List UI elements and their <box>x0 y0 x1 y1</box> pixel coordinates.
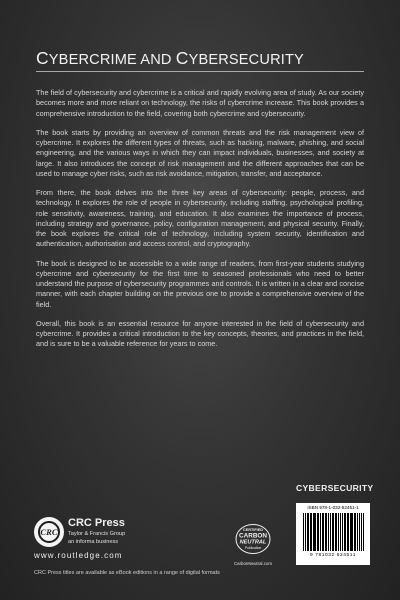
barcode-bar <box>355 513 356 551</box>
carbon-neutral-logo-icon <box>234 522 272 556</box>
barcode-bar <box>303 513 304 551</box>
cn-carbon: CARBON <box>238 532 268 540</box>
barcode-bar <box>336 513 337 551</box>
barcode-bar <box>314 513 315 551</box>
barcode-bar <box>320 513 321 551</box>
subject-category: CYBERSECURITY <box>296 483 374 493</box>
barcode-bar <box>332 513 334 551</box>
barcode-bar <box>335 513 336 551</box>
blurb <box>36 88 364 359</box>
cn-publication: Publication <box>244 546 262 550</box>
title-initial-2: C <box>175 48 189 68</box>
publisher-website: www.routledge.com <box>34 551 123 560</box>
blurb-paragraph: From there, the book delves into the three key areas of cybersecurity: people, process, and technology. It explores the role of people in cybersecurity, including staffing, psychological profiling, role sensitivity, awareness, training, and education. It also examines the importance of process, including strategy and governance, policy, configuration management, and physical security. Finally, the book explores the critical role of technology, including system security, identification and authentication, authorisation and access control, and cryptography. <box>36 187 364 249</box>
barcode-bar <box>363 513 364 551</box>
barcode-bar <box>317 513 318 551</box>
barcode-bar <box>322 513 324 551</box>
carbon-neutral-url: CarbonNeutral.com <box>233 561 273 566</box>
barcode-number: 9 781032 524511 <box>310 553 356 558</box>
isbn-label: ISBN 978-1-032-52451-1 <box>307 505 359 510</box>
barcode-bar <box>310 513 312 551</box>
cn-certified: CERTIFIED <box>242 528 264 532</box>
barcode-bar <box>318 513 319 551</box>
barcode-bar <box>357 513 358 551</box>
barcode-bar <box>342 513 343 551</box>
barcode-bar <box>347 513 349 551</box>
cn-neutral: NEUTRAL <box>239 539 267 546</box>
barcode-bar <box>345 513 346 551</box>
barcode-bar <box>354 513 355 551</box>
barcode-bar <box>359 513 360 551</box>
barcode-bar <box>305 513 306 551</box>
blurb-paragraph: The book starts by providing an overview of common threats and the risk management view of cybercrime. It explores the different types of threats, such as hacking, malware, phishing, and social engineering, and the various ways in which they can impact individuals, businesses, and society at large. It also introduces the concept of risk management and the different approaches that can be used to manage cyber risks, such as risk avoidance, mitigation, transfer, and acceptance. <box>36 127 364 178</box>
ebook-footnote: CRC Press titles are available as eBook editions in a range of digital formats <box>34 570 220 576</box>
barcode <box>296 503 370 565</box>
blurb-paragraph: The field of cybersecurity and cybercrime is a critical and rapidly evolving area of study. As our society becomes more and more reliant on technology, the risks of cybercrime increase. This book provides a comprehensive introduction to the field, covering both cybercrime and cybersecurity. <box>36 88 364 118</box>
barcode-bar <box>307 513 308 551</box>
publisher-group: Taylor & Francis Group <box>68 531 126 537</box>
title-divider <box>36 71 364 72</box>
barcode-bar <box>330 513 331 551</box>
barcode-bar <box>308 513 309 551</box>
barcode-bar <box>328 513 329 551</box>
barcode-bar <box>338 513 339 551</box>
crc-logo-text: CRC <box>40 527 58 537</box>
barcode-bar <box>313 513 314 551</box>
barcode-bar <box>325 513 326 551</box>
title-rest-2: YBERSECURITY <box>188 52 304 68</box>
barcode-bar <box>350 513 351 551</box>
crc-logo-icon <box>34 517 64 547</box>
publisher-name: CRC Press <box>68 517 125 529</box>
publisher-tagline: an informa business <box>68 539 119 545</box>
barcode-bar <box>361 513 363 551</box>
book-title <box>36 48 366 69</box>
barcode-bar <box>340 513 341 551</box>
barcode-bar <box>344 513 345 551</box>
barcode-bar <box>351 513 352 551</box>
title-initial-1: C <box>36 48 49 68</box>
title-rest-1: YBERCRIME AND <box>48 52 176 68</box>
blurb-paragraph: The book is designed to be accessible to a wide range of readers, from first-year students studying cybercrime and cybersecurity for the first time to seasoned professionals who need to better understand the purpose of cybersecurity programmes and controls. It is written in a clear and concise manner, with each chapter building on the previous one to provide a comprehensive overview of the field. <box>36 258 364 309</box>
blurb-paragraph: Overall, this book is an essential resource for anyone interested in the field of cybersecurity and cybercrime. It provides a critical introduction to the key concepts, theories, and practices in the field, and is sure to be a valuable reference for years to come. <box>36 318 364 349</box>
barcode-bar <box>326 513 327 551</box>
barcode-bars <box>303 513 365 551</box>
